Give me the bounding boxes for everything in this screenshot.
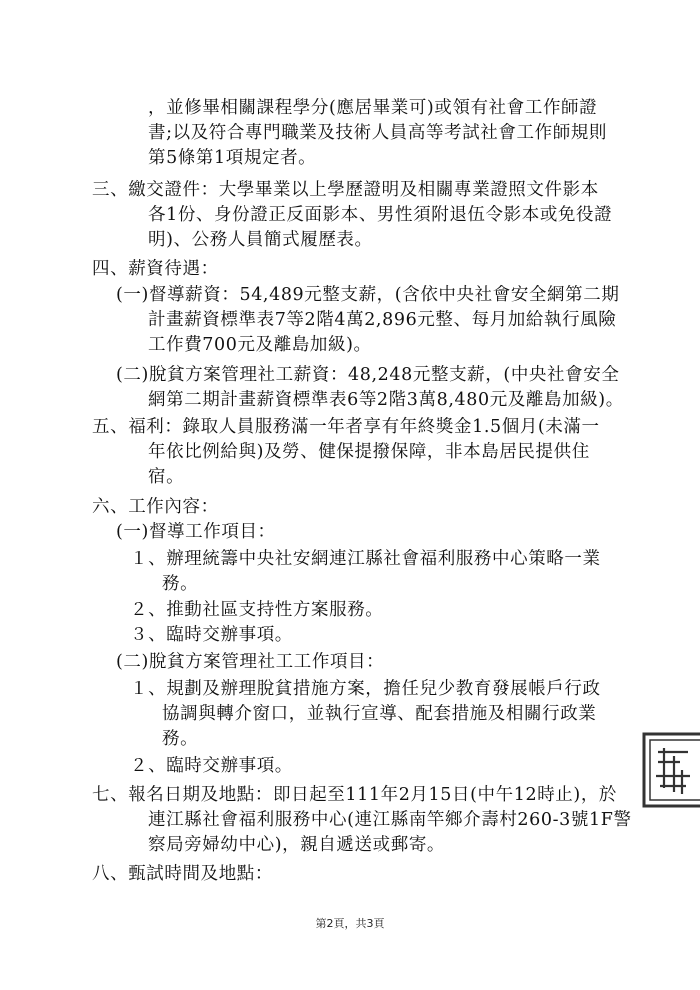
text-line: 第5條第1項規定者。 bbox=[148, 148, 317, 168]
text-line: 各1份、身份證正反面影本、男性須附退伍令影本或免役證 bbox=[148, 205, 613, 225]
list-item: １、辦理統籌中央社安網連江縣社會福利服務中心策略一業 bbox=[130, 549, 601, 569]
text-line: 務。 bbox=[162, 729, 199, 749]
text-line: 協調與轉介窗口，並執行宣導、配套措施及相關行政業 bbox=[162, 704, 597, 724]
text-line: (一)督導工作項目： bbox=[116, 522, 276, 542]
text-line: 察局旁婦幼中心)，親自遞送或郵寄。 bbox=[148, 835, 446, 855]
section-3-heading: 三、繳交證件：大學畢業以上學歷證明及相關專業證照文件影本 bbox=[92, 180, 599, 200]
text-line: 務。 bbox=[162, 574, 199, 594]
text-line: (二)脫貧方案管理社工工作項目： bbox=[116, 652, 385, 672]
section-8-heading: 八、甄試時間及地點： bbox=[92, 864, 273, 884]
list-item: ３、臨時交辦事項。 bbox=[130, 625, 293, 645]
text-line: ，並修畢相關課程學分(應居畢業可)或領有社會工作師證 bbox=[148, 98, 598, 118]
section-4-heading: 四、薪資待遇： bbox=[92, 259, 219, 279]
text-line: 連江縣社會福利服務中心(連江縣南竿鄉介壽村260-3號1F警 bbox=[148, 810, 632, 830]
section-5-heading: 五、福利：錄取人員服務滿一年者享有年終獎金1.5個月(未滿一 bbox=[92, 417, 600, 437]
list-item: ２、臨時交辦事項。 bbox=[130, 756, 293, 776]
section-7-heading: 七、報名日期及地點：即日起至111年2月15日(中午12時止)，於 bbox=[92, 785, 618, 805]
text-line: 明)、公務人員簡式履歷表。 bbox=[148, 230, 373, 250]
text-line: 書;以及符合專門職業及技術人員高等考試社會工作師規則 bbox=[148, 123, 607, 143]
text-line: 年依比例給與)及勞、健保提撥保障，非本島居民提供住 bbox=[148, 442, 590, 462]
text-line: (二)脫貧方案管理社工薪資：48,248元整支薪，(中央社會安全 bbox=[116, 365, 620, 385]
text-line: (一)督導薪資：54,489元整支薪，(含依中央社會安全網第二期 bbox=[116, 285, 620, 305]
page-number: 第2頁，共3頁 bbox=[315, 917, 385, 930]
section-6-heading: 六、工作內容： bbox=[92, 497, 219, 517]
text-line: 計畫薪資標準表7等2階4萬2,896元整、每月加給執行風險 bbox=[148, 310, 617, 330]
list-item: １、規劃及辦理脫貧措施方案，擔任兒少教育發展帳戶行政 bbox=[130, 679, 601, 699]
text-line: 網第二期計畫薪資標準表6等2階3萬8,480元及離島加級)。 bbox=[148, 390, 624, 410]
text-line: 宿。 bbox=[148, 467, 185, 487]
list-item: ２、推動社區支持性方案服務。 bbox=[130, 600, 384, 620]
text-line: 工作費700元及離島加級)。 bbox=[148, 335, 372, 355]
official-seal-stamp bbox=[640, 730, 700, 810]
